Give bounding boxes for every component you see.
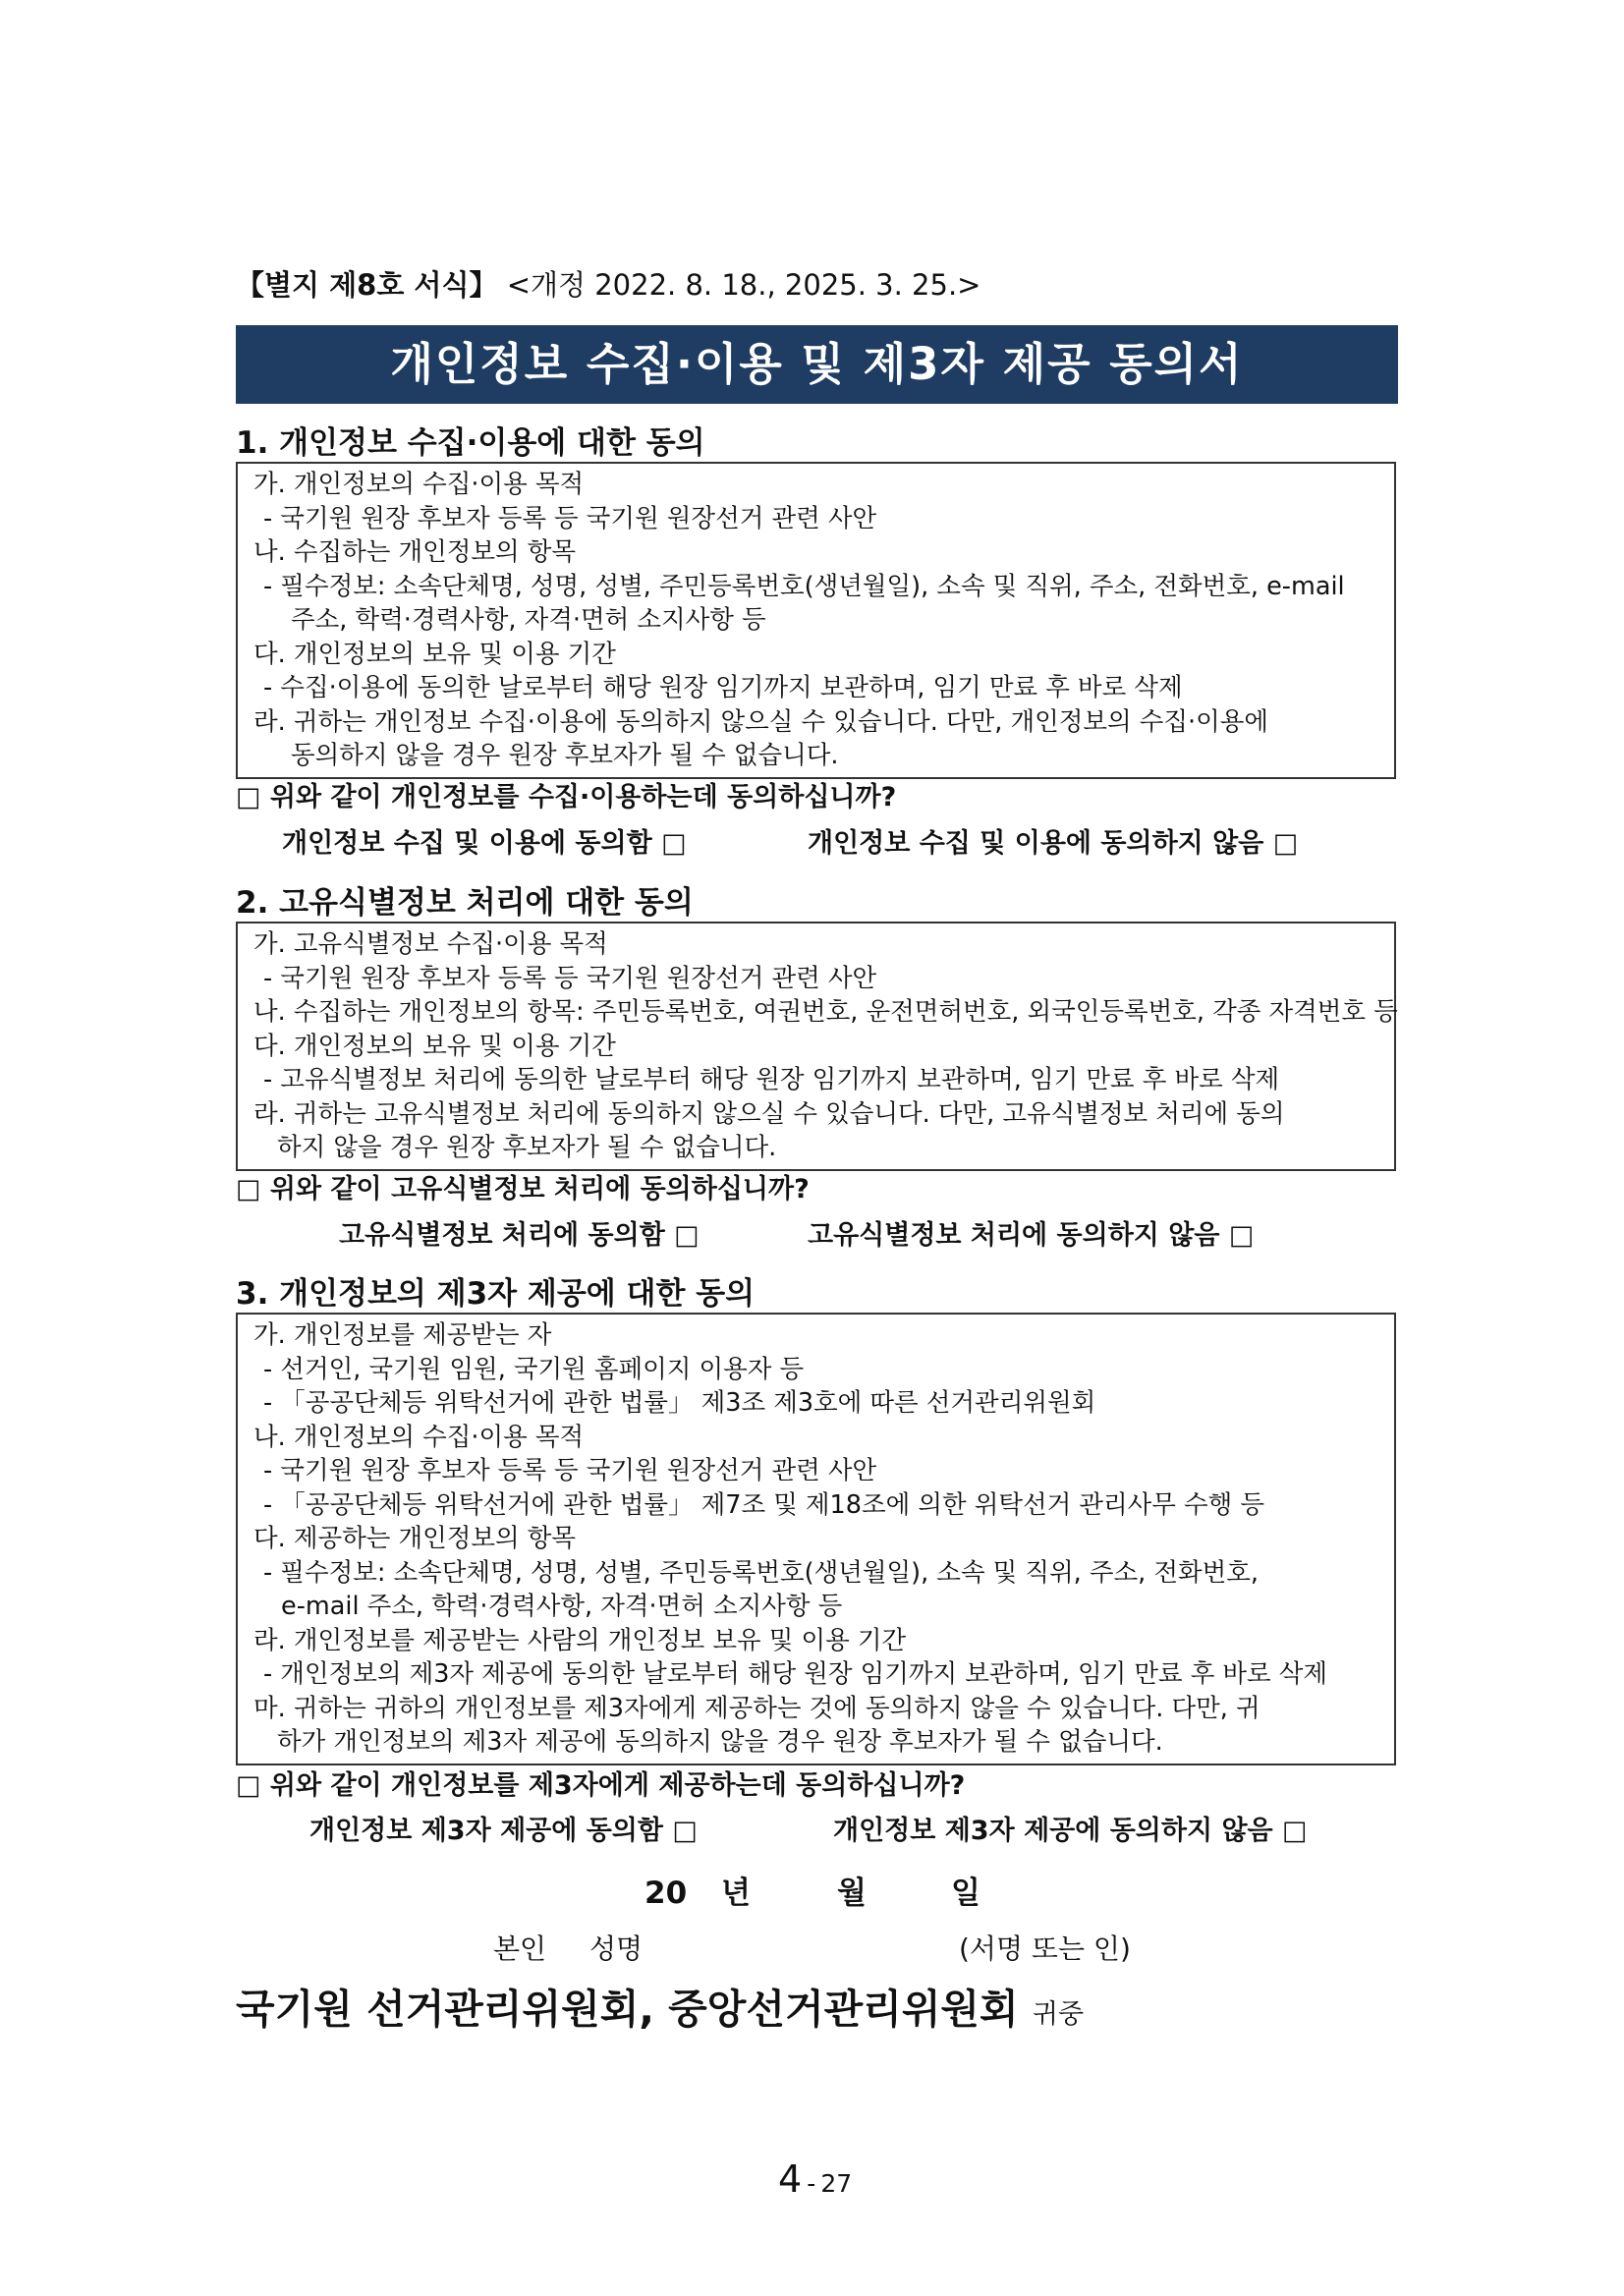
section2-agree-checkbox[interactable]: 고유식별정보 처리에 동의함 □ <box>339 1220 700 1251</box>
section1-disagree-checkbox[interactable]: 개인정보 수집 및 이용에 동의하지 않음 □ <box>808 828 1299 859</box>
page-number <box>778 2157 852 2201</box>
section2-line: - 고유식별정보 처리에 동의한 날로부터 해당 원장 임기까지 보관하며, 임기 만료 후 바로 삭제 <box>263 1065 1280 1094</box>
section1-agree-checkbox[interactable]: 개인정보 수집 및 이용에 동의함 □ <box>282 828 687 859</box>
section2-line: - 국기원 원장 후보자 등록 등 국기원 원장선거 관련 사안 <box>263 963 877 993</box>
section3-line: - 「공공단체등 위탁선거에 관한 법률」 제7조 및 제18조에 의한 위탁선거 관리사무 수행 등 <box>263 1489 1265 1520</box>
page-index: 27 <box>820 2169 853 2198</box>
section2-line: 라. 귀하는 고유식별정보 처리에 동의하지 않으실 수 있습니다. 다만, 고유식별정보 처리에 동의 <box>253 1098 1285 1129</box>
section1-line: 동의하지 않을 경우 원장 후보자가 될 수 없습니다. <box>291 741 839 770</box>
section3-line: 나. 개인정보의 수집·이용 목적 <box>253 1422 585 1452</box>
recipient-suffix: 귀중 <box>1032 1999 1085 2030</box>
section3-line: 하가 개인정보의 제3자 제공에 동의하지 않을 경우 원장 후보자가 될 수 없습니다. <box>277 1727 1163 1757</box>
section1-line: 다. 개인정보의 보유 및 이용 기간 <box>253 639 616 669</box>
recipient-line <box>236 1977 1084 2035</box>
date-line <box>644 1868 980 1912</box>
section3-line: - 국기원 원장 후보자 등록 등 국기원 원장선거 관련 사안 <box>263 1456 877 1485</box>
section3-disagree-checkbox[interactable]: 개인정보 제3자 제공에 동의하지 않음 □ <box>833 1816 1308 1846</box>
section1-heading: 1. 개인정보 수집·이용에 대한 동의 <box>236 425 705 461</box>
section3-line: e-mail 주소, 학력·경력사항, 자격·면허 소지사항 등 <box>281 1592 843 1621</box>
section1-line: - 수집·이용에 동의한 날로부터 해당 원장 임기까지 보관하며, 임기 만료 후 바로 삭제 <box>263 673 1183 702</box>
date-year-label: 년 <box>721 1876 751 1911</box>
section1-line: 나. 수집하는 개인정보의 항목 <box>253 537 577 567</box>
section1-line: 가. 개인정보의 수집·이용 목적 <box>253 470 585 499</box>
section2-content-box <box>236 922 1396 1171</box>
form-number-label: 【별지 제8호 서식】 <box>236 268 498 302</box>
section2-line: 나. 수집하는 개인정보의 항목: 주민등록번호, 여권번호, 운전면허번호, 외국인등록번호, 각종 자격번호 등 <box>253 997 1398 1027</box>
section1-line: - 국기원 원장 후보자 등록 등 국기원 원장선거 관련 사안 <box>263 503 877 533</box>
section3-line: 라. 개인정보를 제공받는 사람의 개인정보 보유 및 이용 기간 <box>253 1625 907 1655</box>
section1-line: - 필수정보: 소속단체명, 성명, 성별, 주민등록번호(생년월일), 소속 및 직위, 주소, 전화번호, e-mail <box>263 571 1345 601</box>
section3-line: 가. 개인정보를 제공받는 자 <box>253 1320 552 1350</box>
section1-content-box <box>236 462 1396 779</box>
section3-line: - 「공공단체등 위탁선거에 관한 법률」 제3조 제3호에 따른 선거관리위원회 <box>263 1388 1096 1418</box>
section2-line: 다. 개인정보의 보유 및 이용 기간 <box>253 1031 616 1061</box>
recipient-name: 국기원 선거관리위원회, 중앙선거관리위원회 <box>236 1986 1019 2033</box>
section2-heading: 2. 고유식별정보 처리에 대한 동의 <box>236 885 694 921</box>
section3-agree-checkbox[interactable]: 개인정보 제3자 제공에 동의함 □ <box>309 1816 698 1846</box>
revision-note: <개정 2022. 8. 18., 2025. 3. 25.> <box>506 268 981 302</box>
section3-line: - 필수정보: 소속단체명, 성명, 성별, 주민등록번호(생년월일), 소속 및 직위, 주소, 전화번호, <box>263 1557 1260 1588</box>
section1-line: 라. 귀하는 개인정보 수집·이용에 동의하지 않으실 수 있습니다. 다만, 개인정보의 수집·이용에 <box>253 706 1269 737</box>
signer-label: 본인 <box>493 1932 547 1965</box>
date-day-label: 일 <box>951 1876 980 1911</box>
section3-line: 다. 제공하는 개인정보의 항목 <box>253 1524 577 1553</box>
section2-line: 가. 고유식별정보 수집·이용 목적 <box>253 929 608 959</box>
section2-question: □ 위와 같이 고유식별정보 처리에 동의하십니까? <box>236 1174 810 1204</box>
section1-question: □ 위와 같이 개인정보를 수집·이용하는데 동의하십니까? <box>236 782 897 812</box>
signature-mark-label: (서명 또는 인) <box>959 1932 1131 1965</box>
section3-line: - 선거인, 국기원 임원, 국기원 홈페이지 이용자 등 <box>263 1354 805 1384</box>
date-year-prefix: 20 <box>644 1876 688 1911</box>
section3-line: - 개인정보의 제3자 제공에 동의한 날로부터 해당 원장 임기까지 보관하며, 임기 만료 후 바로 삭제 <box>263 1659 1328 1689</box>
section2-disagree-checkbox[interactable]: 고유식별정보 처리에 동의하지 않음 □ <box>808 1220 1255 1251</box>
form-header <box>236 263 980 304</box>
section3-question: □ 위와 같이 개인정보를 제3자에게 제공하는데 동의하십니까? <box>236 1770 966 1801</box>
document-title: 개인정보 수집·이용 및 제3자 제공 동의서 <box>236 325 1398 404</box>
section1-line: 주소, 학력·경력사항, 자격·면허 소지사항 등 <box>291 605 766 635</box>
page-separator: - <box>807 2169 816 2198</box>
page-chapter: 4 <box>778 2157 803 2201</box>
date-month-label: 월 <box>837 1876 867 1911</box>
section3-line: 마. 귀하는 귀하의 개인정보를 제3자에게 제공하는 것에 동의하지 않을 수 있습니다. 다만, 귀 <box>253 1693 1260 1723</box>
section3-heading: 3. 개인정보의 제3자 제공에 대한 동의 <box>236 1276 756 1312</box>
section2-line: 하지 않을 경우 원장 후보자가 될 수 없습니다. <box>277 1133 777 1162</box>
section3-content-box <box>236 1313 1396 1765</box>
signer-name-label: 성명 <box>589 1932 644 1965</box>
